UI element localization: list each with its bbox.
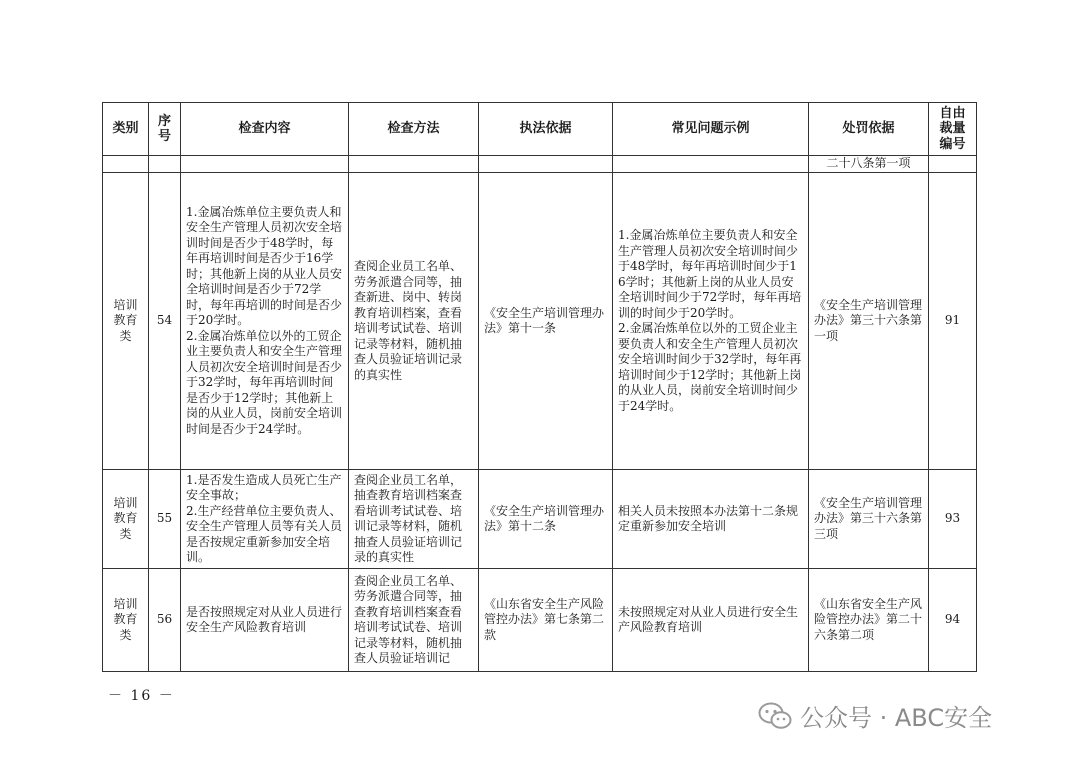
- cell-empty: [149, 156, 181, 173]
- header-penalty: 处罚依据: [809, 103, 929, 156]
- header-basis: 执法依据: [479, 103, 613, 156]
- cell-empty: [103, 156, 149, 173]
- cell-problems: 1.金属冶炼单位主要负责人和安全生产管理人员初次安全培训时间少于48学时，每年再培训时间少于16学时；其他新上岗的从业人员安全培训时间少于72学时，每年再培训的时间少于20学时。 2.金属冶炼单位以外的工贸企业主要负责人和安全生产管理人员初次安全培训时间少于32学时，每年再培训时间少于12学时；其他新上岗的从业人员，岗前安全培训时间少于24学时。: [613, 173, 809, 470]
- cell-content: 1.是否发生造成人员死亡生产安全事故； 2.生产经营单位主要负责人、安全生产管理人员等有关人员是否按规定重新参加安全培训。: [181, 470, 349, 569]
- cell-basis: 《安全生产培训管理办法》第十二条: [479, 470, 613, 569]
- cell-basis: 《山东省安全生产风险管控办法》第七条第二款: [479, 569, 613, 672]
- cell-content: 是否按照规定对从业人员进行安全生产风险教育培训: [181, 569, 349, 672]
- cell-category: 培训 教育 类: [103, 173, 149, 470]
- wechat-icon: [758, 702, 792, 730]
- cell-discretion: 91: [929, 173, 977, 470]
- header-problems: 常见问题示例: [613, 103, 809, 156]
- cell-penalty: 《安全生产培训管理办法》第三十六条第三项: [809, 470, 929, 569]
- cell-penalty: 二十八条第一项: [809, 156, 929, 173]
- cell-problems: 相关人员未按照本办法第十二条规定重新参加安全培训: [613, 470, 809, 569]
- cell-category: 培训 教育 类: [103, 569, 149, 672]
- cell-empty: [613, 156, 809, 173]
- header-row: [103, 103, 977, 156]
- watermark-text: 公众号 · ABC安全: [800, 704, 993, 732]
- cell-basis: 《安全生产培训管理办法》第十一条: [479, 173, 613, 470]
- cell-method: 查阅企业员工名单、劳务派遣合同等，抽查新进、岗中、转岗教育培训档案，查看培训考试试卷、培训记录等材料，随机抽查人员验证培训记录的真实性: [349, 173, 479, 470]
- cell-empty: [479, 156, 613, 173]
- cell-method: 查阅企业员工名单、劳务派遣合同等，抽查教育培训档案查看培训考试试卷、培训记录等材料，随机抽查人员验证培训记: [349, 569, 479, 672]
- cell-discretion: 94: [929, 569, 977, 672]
- cell-empty: [929, 156, 977, 173]
- cell-category: 培训 教育 类: [103, 470, 149, 569]
- cell-seq: 55: [149, 470, 181, 569]
- cell-empty: [349, 156, 479, 173]
- cell-problems: 未按照规定对从业人员进行安全生产风险教育培训: [613, 569, 809, 672]
- cell-method: 查阅企业员工名单，抽查教育培训档案查看培训考试试卷、培训记录等材料，随机抽查人员验证培训记录的真实性: [349, 470, 479, 569]
- cell-penalty: 《安全生产培训管理办法》第三十六条第一项: [809, 173, 929, 470]
- cell-penalty: 《山东省安全生产风险管控办法》第二十六条第二项: [809, 569, 929, 672]
- cell-seq: 54: [149, 173, 181, 470]
- page-number: － 16 －: [108, 688, 175, 704]
- header-discretion: 自由 裁量 编号: [929, 103, 977, 156]
- inspection-table: [102, 102, 977, 672]
- cell-seq: 56: [149, 569, 181, 672]
- table-row: [103, 173, 977, 470]
- table-row: [103, 569, 977, 672]
- header-method: 检查方法: [349, 103, 479, 156]
- table-row: [103, 470, 977, 569]
- cell-empty: [181, 156, 349, 173]
- continuation-row: [103, 156, 977, 173]
- header-category: 类别: [103, 103, 149, 156]
- cell-discretion: 93: [929, 470, 977, 569]
- header-seq: 序 号: [149, 103, 181, 156]
- cell-content: 1.金属冶炼单位主要负责人和安全生产管理人员初次安全培训时间是否少于48学时，每年再培训时间是否少于16学时；其他新上岗的从业人员安全培训时间是否少于72学时，每年再培训的时间是否少于20学时。 2.金属冶炼单位以外的工贸企业主要负责人和安全生产管理人员初次安全培训时间是否少于32学时，每年再培训时间是否少于12学时；其他新上岗的从业人员，岗前安全培训时间是否少于24学时。: [181, 173, 349, 470]
- watermark: [758, 698, 992, 733]
- header-content: 检查内容: [181, 103, 349, 156]
